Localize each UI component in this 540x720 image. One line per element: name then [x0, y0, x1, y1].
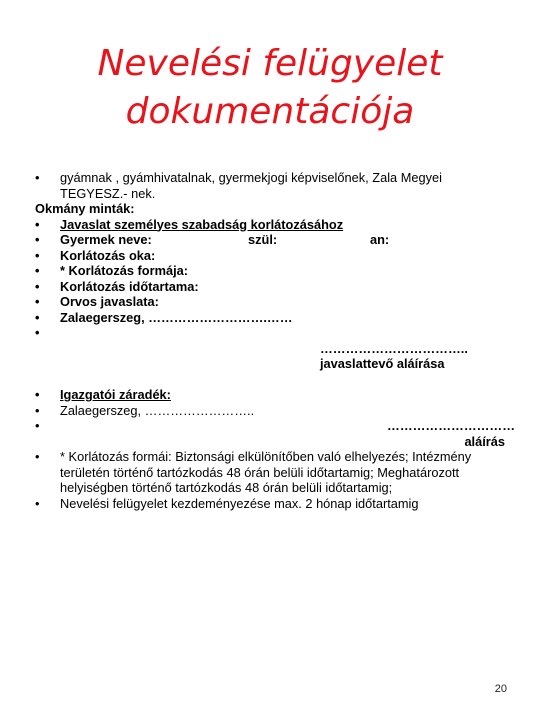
document-body	[35, 170, 515, 511]
bullet: •	[35, 263, 40, 278]
list-item-signature-2	[35, 418, 515, 449]
bullet: •	[35, 170, 40, 185]
javaslat-heading: Javaslat személyes szabadság korlátozásához	[60, 216, 344, 232]
list-item-zalaeg-2	[35, 403, 515, 419]
alairas-label: aláírás	[464, 433, 505, 449]
list-item-kezdemenyezes	[35, 496, 515, 512]
bullet: •	[35, 449, 40, 464]
bullet: •	[35, 325, 40, 340]
bullet: •	[35, 216, 40, 232]
page-title	[0, 40, 540, 136]
note-line-1: * Korlátozás formái: Biztonsági elkülönítőben való elhelyezés; Intézmény	[60, 449, 472, 464]
list-item-recipients	[35, 170, 515, 201]
list-item-javaslat	[35, 217, 515, 233]
recipients-line-2: TEGYESZ.- nek.	[60, 185, 156, 201]
title-line-2: dokumentációja	[125, 91, 415, 132]
list-item-gyermek	[35, 232, 515, 248]
page-number: 20	[494, 683, 507, 695]
recipients-line-1: gyámnak , gyámhivatalnak, gyermekjogi képviselőnek, Zala Megyei	[60, 170, 442, 185]
list-item-idotartam	[35, 279, 515, 295]
bullet: •	[35, 309, 40, 325]
list-item-zalaeg-1	[35, 310, 515, 326]
signature-dots-2: …………………………	[387, 418, 515, 433]
list-item-orvos	[35, 294, 515, 310]
orvos-label: Orvos javaslata:	[60, 294, 159, 309]
zalaeg-line-2: Zalaegerszeg, ……………………..	[60, 402, 255, 418]
list-item-note	[35, 449, 515, 496]
bullet: •	[35, 232, 40, 247]
okmany-heading: Okmány minták:	[35, 201, 135, 216]
note-line-3: helyiségben történő tartózkodás 48 órán belüli időtartamig;	[60, 480, 393, 495]
title-line-1: Nevelési felügyelet	[97, 43, 443, 84]
list-item-igazgatoi	[35, 387, 515, 403]
an-label: an:	[370, 232, 390, 247]
bullet: •	[35, 294, 40, 309]
bullet: •	[35, 387, 40, 402]
signature-dots-1: ……………………………..	[320, 340, 468, 356]
bullet: •	[35, 278, 40, 294]
zalaeg-line-1: Zalaegerszeg, ……………………….……	[60, 309, 293, 325]
bullet: •	[35, 247, 40, 263]
list-item-ok	[35, 248, 515, 264]
javaslattevo-label: javaslattevő aláírása	[320, 356, 445, 371]
bullet: •	[35, 402, 40, 418]
forma-label: * Korlátozás formája:	[60, 263, 189, 278]
kezdemenyezes-text: Nevelési felügyelet kezdeményezése max. 2 hónap időtartamig	[60, 495, 419, 511]
list-item-signature-1	[35, 325, 515, 341]
idotartam-label: Korlátozás időtartama:	[60, 278, 199, 294]
szul-label: szül:	[248, 232, 278, 247]
list-item-forma	[35, 263, 515, 279]
note-line-2: területén történő tartózkodás 48 órán belüli időtartamig; Meghatározott	[60, 464, 460, 480]
gyermek-label: Gyermek neve:	[60, 232, 152, 247]
bullet: •	[35, 495, 40, 511]
igazgatoi-heading: Igazgatói záradék:	[60, 387, 171, 402]
ok-label: Korlátozás oka:	[60, 247, 156, 263]
bullet: •	[35, 418, 40, 433]
